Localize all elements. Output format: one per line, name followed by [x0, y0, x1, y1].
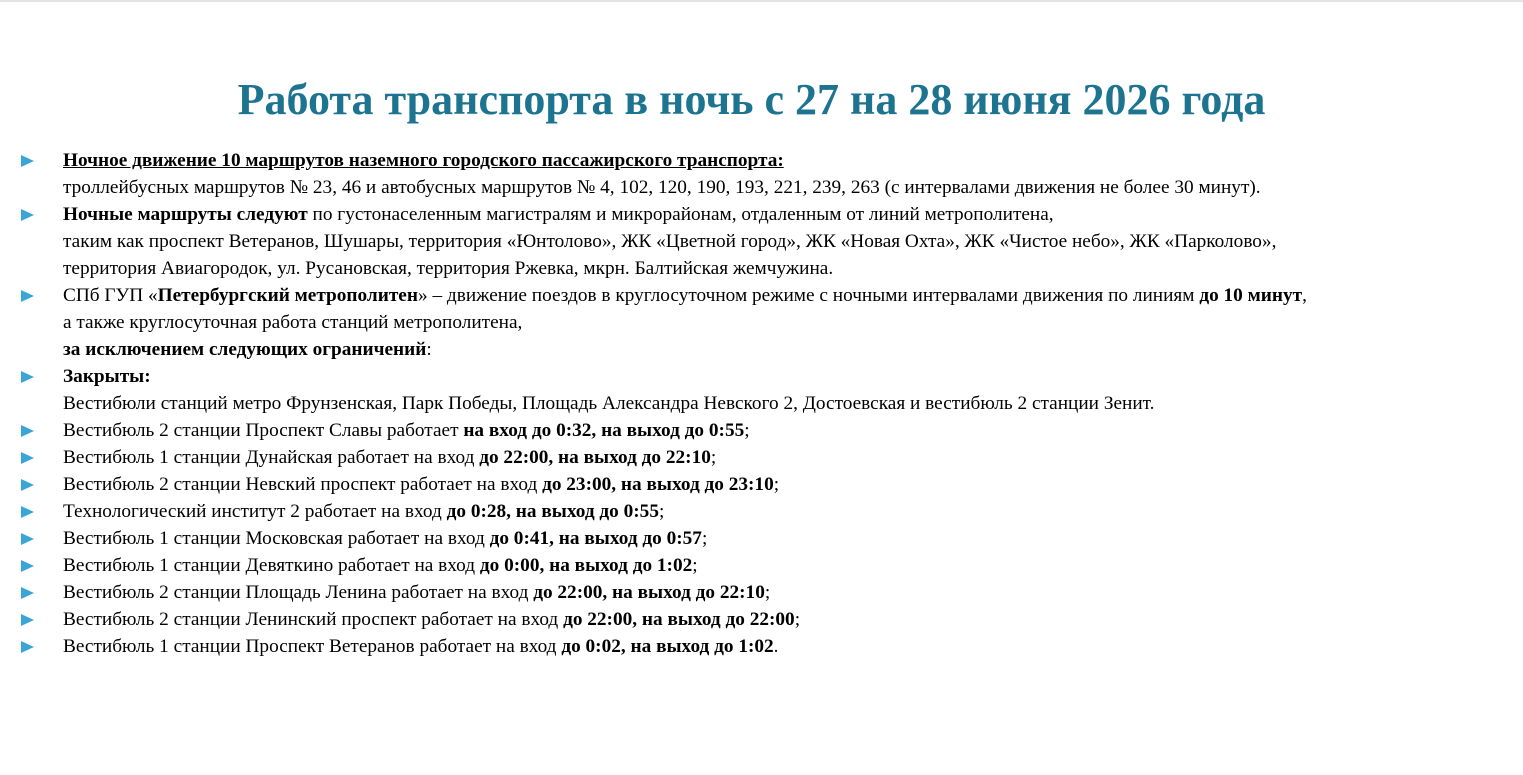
- list-item: [0, 525, 1523, 552]
- list-item-line: [0, 174, 1523, 201]
- list-item: [0, 363, 1523, 417]
- text-segment: ;: [658, 501, 665, 522]
- text-segment: ,: [1302, 285, 1307, 306]
- list-item-line: [0, 606, 1523, 633]
- page-title: Работа транспорта в ночь с 27 на 28 июня 2026 года: [237, 75, 1266, 124]
- list-item-line: [0, 552, 1523, 579]
- text-segment: а также круглосуточная работа станций метрополитена,: [63, 312, 523, 333]
- list-item-line: [0, 390, 1523, 417]
- list-item: [0, 147, 1523, 201]
- text-segment: Вестибюль 1 станции Дунайская работает на вход: [63, 447, 480, 468]
- text-segment: ;: [764, 582, 771, 603]
- bold-text-segment: до 22:00, на выход до 22:10: [479, 447, 711, 468]
- list-item: [0, 444, 1523, 471]
- list-item-line: [0, 498, 1523, 525]
- text-segment: по густонаселенным магистралям и микрорайонам, отдаленным от линий метрополитена,: [307, 204, 1054, 225]
- bold-text-segment: Закрыты:: [63, 366, 151, 387]
- text-segment: Вестибюль 2 станции Площадь Ленина работает на вход: [63, 582, 534, 603]
- bold-text-segment: Ночное движение 10 маршрутов наземного городского пассажирского транспорта:: [63, 150, 784, 171]
- text-segment: ;: [744, 420, 750, 441]
- text-segment: территория Авиагородок, ул. Русановская, территория Ржевка, мкрн. Балтийская жемчужина.: [63, 258, 834, 279]
- list-item: [0, 471, 1523, 498]
- list-item: [0, 498, 1523, 525]
- list-item-line: [0, 147, 1523, 174]
- text-segment: СПб ГУП «: [63, 285, 158, 306]
- text-segment: Вестибюль 1 станции Московская работает на вход: [63, 528, 490, 549]
- bold-text-segment: до 22:00, на выход до 22:10: [533, 582, 765, 603]
- list-item-line: [0, 525, 1523, 552]
- bold-text-segment: Ночные маршруты следуют: [63, 204, 308, 225]
- text-segment: Вестибюль 1 станции Проспект Ветеранов работает на вход: [63, 636, 562, 657]
- text-segment: ;: [710, 447, 717, 468]
- list-item: [0, 282, 1523, 363]
- list-item: [0, 633, 1523, 660]
- list-item-line: [0, 471, 1523, 498]
- bold-text-segment: до 0:02, на выход до 1:02: [561, 636, 774, 657]
- bold-text-segment: Петербургский метрополитен: [157, 285, 418, 306]
- text-segment: ;: [692, 555, 698, 576]
- text-segment: ;: [794, 609, 801, 630]
- list-item: [0, 552, 1523, 579]
- list-item-line: [0, 255, 1523, 282]
- text-segment: ;: [773, 474, 780, 495]
- list-item-line: [0, 282, 1523, 309]
- list-item-line: [0, 417, 1523, 444]
- list-item-line: [0, 309, 1523, 336]
- list-item-line: [0, 363, 1523, 390]
- text-segment: Вестибюль 2 станции Ленинский проспект работает на вход: [63, 609, 564, 630]
- bold-text-segment: до 22:00, на выход до 22:00: [563, 609, 795, 630]
- list-item-line: [0, 336, 1523, 363]
- bullet-list: [0, 147, 1523, 660]
- bold-text-segment: до 23:00, на выход до 23:10: [542, 474, 774, 495]
- bold-text-segment: на вход до 0:32, на выход до 0:55: [463, 420, 745, 441]
- text-segment: » – движение поездов в круглосуточном режиме с ночными интервалами движения по линиям: [417, 285, 1200, 306]
- text-segment: таким как проспект Ветеранов, Шушары, территория «Юнтолово», ЖК «Цветной город», ЖК «Новая Охта», ЖК «Чистое небо», ЖК «Парколово»,: [63, 231, 1277, 252]
- text-segment: Вестибюль 2 станции Невский проспект работает на вход: [63, 474, 543, 495]
- list-item: [0, 606, 1523, 633]
- list-item-line: [0, 228, 1523, 255]
- text-segment: ;: [701, 528, 708, 549]
- list-item-line: [0, 444, 1523, 471]
- text-segment: .: [773, 636, 779, 657]
- text-segment: Вестибюли станций метро Фрунзенская, Парк Победы, Площадь Александра Невского 2, Достоевская и вестибюль 2 станции Зенит.: [63, 393, 1155, 414]
- list-item: [0, 201, 1523, 282]
- top-border: [0, 0, 1523, 2]
- list-item-line: [0, 633, 1523, 660]
- text-segment: :: [426, 339, 432, 360]
- bold-text-segment: до 10 минут: [1199, 285, 1303, 306]
- text-segment: Технологический институт 2 работает на вход: [63, 501, 447, 522]
- list-item: [0, 579, 1523, 606]
- list-item-line: [0, 201, 1523, 228]
- text-segment: троллейбусных маршрутов № 23, 46 и автобусных маршрутов № 4, 102, 120, 190, 193, 221, 239, 263 (с интервалами движения не более 30 минут).: [63, 177, 1261, 198]
- list-item-line: [0, 579, 1523, 606]
- list-item: [0, 417, 1523, 444]
- text-segment: Вестибюль 1 станции Девяткино работает на вход: [63, 555, 480, 576]
- bold-text-segment: до 0:00, на выход до 1:02: [479, 555, 693, 576]
- text-segment: Вестибюль 2 станции Проспект Славы работает: [63, 420, 464, 441]
- bold-text-segment: до 0:28, на выход до 0:55: [446, 501, 659, 522]
- bold-text-segment: за исключением следующих ограничений: [63, 339, 427, 360]
- bold-text-segment: до 0:41, на выход до 0:57: [489, 528, 702, 549]
